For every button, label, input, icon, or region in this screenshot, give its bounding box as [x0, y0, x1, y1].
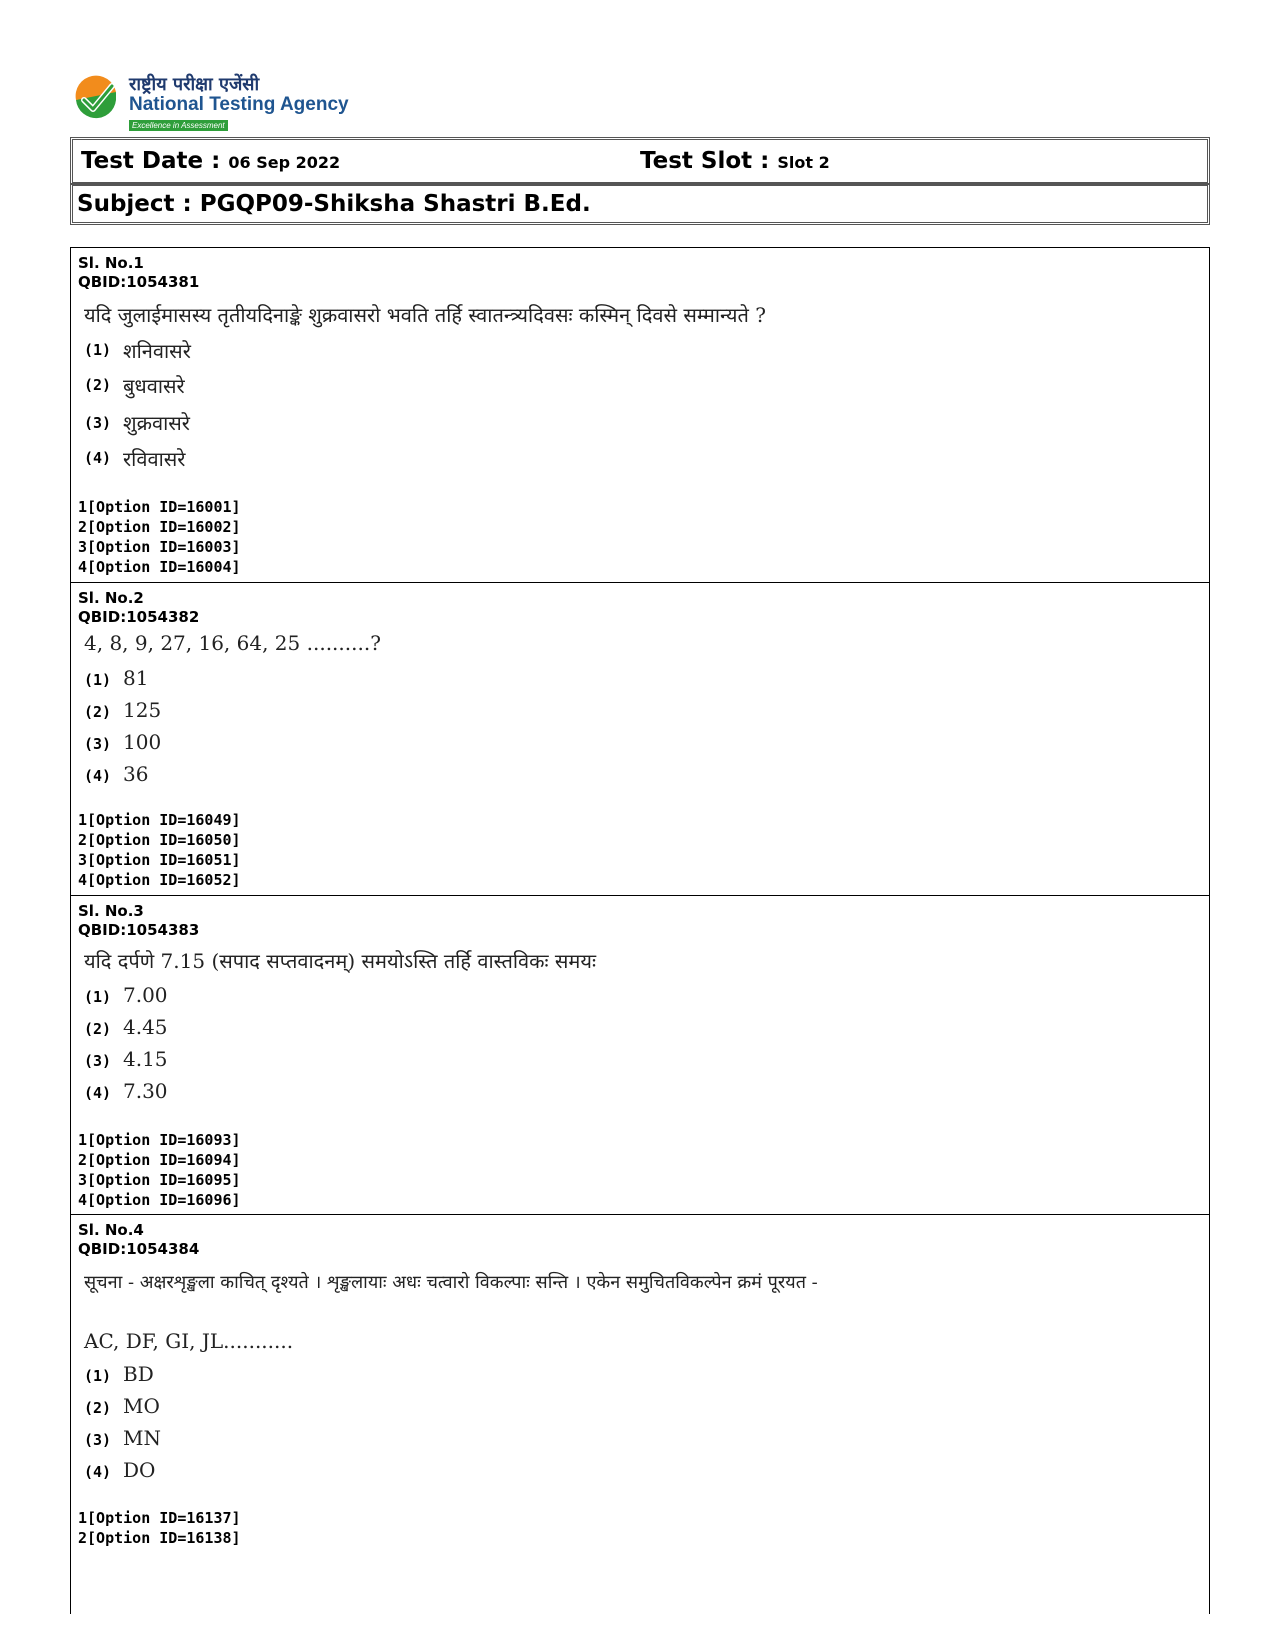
question-block — [70, 1214, 1210, 1614]
option-number: (1) — [84, 1367, 112, 1385]
question-text: यदि जुलाईमासस्य तृतीयदिनाङ्के शुक्रवासरो भवति तर्हि स्वातन्त्र्यदिवसः कस्मिन् दिवसे सम्मान्यते ? — [84, 303, 767, 327]
option-text: 4.15 — [123, 1047, 168, 1071]
question-block — [70, 895, 1210, 1215]
option-id: 2[Option ID=16094] — [78, 1151, 241, 1169]
option-text: 36 — [123, 762, 149, 786]
nta-logo — [72, 72, 372, 132]
question-text: सूचना - अक्षरशृङ्खला काचित् दृश्यते । शृङ्खलायाः अधः चत्वारो विकल्पाः सन्ति । एकेन समुचितविकल्पेन क्रमं पूरयत - — [84, 1272, 818, 1293]
option-id: 3[Option ID=16051] — [78, 851, 241, 869]
option-text: 7.30 — [123, 1079, 168, 1103]
option-number: (4) — [84, 1084, 112, 1102]
serial-number: Sl. No.2 — [78, 589, 144, 607]
question-block — [70, 582, 1210, 896]
option-number: (2) — [84, 376, 112, 394]
test-slot-value: Slot 2 — [777, 153, 830, 172]
option-number: (1) — [84, 671, 112, 689]
option-number: (1) — [84, 988, 112, 1006]
nta-check-logo-icon — [72, 74, 120, 122]
option-text: 4.45 — [123, 1015, 168, 1039]
option-number: (2) — [84, 1399, 112, 1417]
subject-title: Subject : PGQP09-Shiksha Shastri B.Ed. — [77, 191, 591, 217]
option-number: (4) — [84, 1463, 112, 1481]
option-id: 2[Option ID=16050] — [78, 831, 241, 849]
option-text: BD — [123, 1362, 154, 1386]
option-number: (1) — [84, 341, 112, 359]
qbid: QBID:1054383 — [78, 921, 200, 939]
option-id: 3[Option ID=16095] — [78, 1171, 241, 1189]
option-id: 4[Option ID=16052] — [78, 871, 241, 889]
option-text: बुधवासरे — [123, 374, 185, 398]
option-id: 1[Option ID=16093] — [78, 1131, 241, 1149]
test-slot-label: Test Slot : — [640, 148, 770, 174]
test-date — [81, 148, 340, 174]
option-id: 4[Option ID=16004] — [78, 558, 241, 576]
option-id: 1[Option ID=16137] — [78, 1509, 241, 1527]
test-date-label: Test Date : — [81, 148, 221, 174]
option-number: (4) — [84, 767, 112, 785]
option-text: शुक्रवासरे — [123, 411, 190, 435]
option-text: 125 — [123, 698, 162, 722]
question-block — [70, 247, 1210, 583]
test-date-value: 06 Sep 2022 — [228, 153, 341, 172]
option-text: 7.00 — [123, 983, 168, 1007]
option-id: 1[Option ID=16049] — [78, 811, 241, 829]
logo-tagline: Excellence in Assessment — [129, 120, 228, 131]
option-text: DO — [123, 1458, 156, 1482]
option-id: 2[Option ID=16138] — [78, 1529, 241, 1547]
logo-english-text: National Testing Agency — [129, 94, 349, 115]
option-id: 1[Option ID=16001] — [78, 498, 241, 516]
option-text: MN — [123, 1426, 161, 1450]
option-text: 100 — [123, 730, 162, 754]
option-id: 2[Option ID=16002] — [78, 518, 241, 536]
question-text: यदि दर्पणे 7.15 (सपाद सप्तवादनम्) समयोऽस्ति तर्हि वास्तविकः समयः — [84, 949, 597, 973]
option-id: 4[Option ID=16096] — [78, 1191, 241, 1209]
subject-box — [70, 183, 1210, 225]
test-date-box — [70, 137, 1210, 185]
option-text: MO — [123, 1394, 160, 1418]
qbid: QBID:1054381 — [78, 273, 200, 291]
option-number: (3) — [84, 1431, 112, 1449]
option-number: (4) — [84, 449, 112, 467]
logo-hindi-text: राष्ट्रीय परीक्षा एजेंसी — [129, 74, 260, 95]
serial-number: Sl. No.4 — [78, 1221, 144, 1239]
serial-number: Sl. No.3 — [78, 902, 144, 920]
qbid: QBID:1054384 — [78, 1240, 200, 1258]
option-number: (3) — [84, 414, 112, 432]
test-slot — [640, 148, 830, 174]
serial-number: Sl. No.1 — [78, 254, 144, 272]
option-number: (2) — [84, 1020, 112, 1038]
qbid: QBID:1054382 — [78, 608, 200, 626]
option-text: शनिवासरे — [123, 339, 191, 363]
option-number: (3) — [84, 735, 112, 753]
option-text: 81 — [123, 666, 149, 690]
question-series: AC, DF, GI, JL........... — [84, 1329, 294, 1353]
option-id: 3[Option ID=16003] — [78, 538, 241, 556]
option-text: रविवासरे — [123, 447, 186, 471]
option-number: (3) — [84, 1052, 112, 1070]
question-text: 4, 8, 9, 27, 16, 64, 25 ..........? — [84, 631, 381, 655]
option-number: (2) — [84, 703, 112, 721]
